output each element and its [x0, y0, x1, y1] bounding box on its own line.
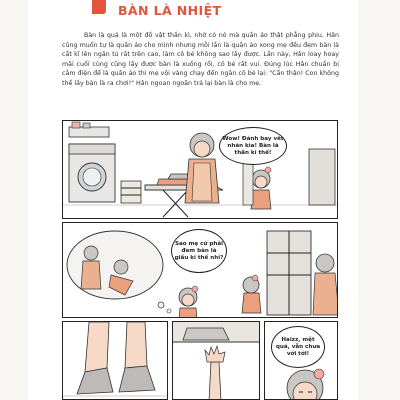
story-paragraph: Bàn là quả là một đồ vật thần kì, nhờ có nó mà quần áo thật phẳng phiu. Hân cũng muốn tự là quần áo cho mình nhưng mỗi lần là quần áo xong mẹ đều đem bàn là cất kĩ lên ngăn tủ rất trên cao, làm cô bé không sao lấy được. Lần này, Hân loay hoay mãi cuối cùng cũng lấy được bàn là xuống rồi, cô bé rất vui. Đúng lúc Hân chuẩn bị cắm điện để là quần áo thì mẹ vội vàng chạy đến ngăn cô bé lại: "Cẩn thận! Con không thể lấy bàn là ra chơi!" Hân ngoan ngoãn trả lại bàn là cho mẹ. [62, 32, 339, 87]
panel-ironing [62, 120, 338, 219]
reaching-hand [205, 346, 225, 362]
speech-bubble-haizz: Haizz, mệt quá, vẫn chưa với tới! [271, 326, 325, 368]
speech-bubble-wow: Wow! Đánh bay vết nhăn kìa! Bàn là thần kì thế! [219, 127, 287, 165]
page-title: BÀN LÀ NHIỆT [118, 3, 222, 18]
feet-scene [63, 322, 168, 400]
story-text [62, 31, 339, 89]
panel-feet [62, 321, 168, 400]
iron-on-shelf [183, 328, 229, 340]
speech-bubble-why: Sao mẹ cứ phải đem bàn là giấu kĩ thế nhỉ? [171, 229, 227, 273]
ironing-scene [63, 121, 338, 219]
reaching-scene [173, 322, 260, 400]
chapter-tab [92, 0, 106, 14]
panel-tired [264, 321, 338, 400]
panel-reaching [172, 321, 260, 400]
panel-thinking [62, 222, 338, 318]
